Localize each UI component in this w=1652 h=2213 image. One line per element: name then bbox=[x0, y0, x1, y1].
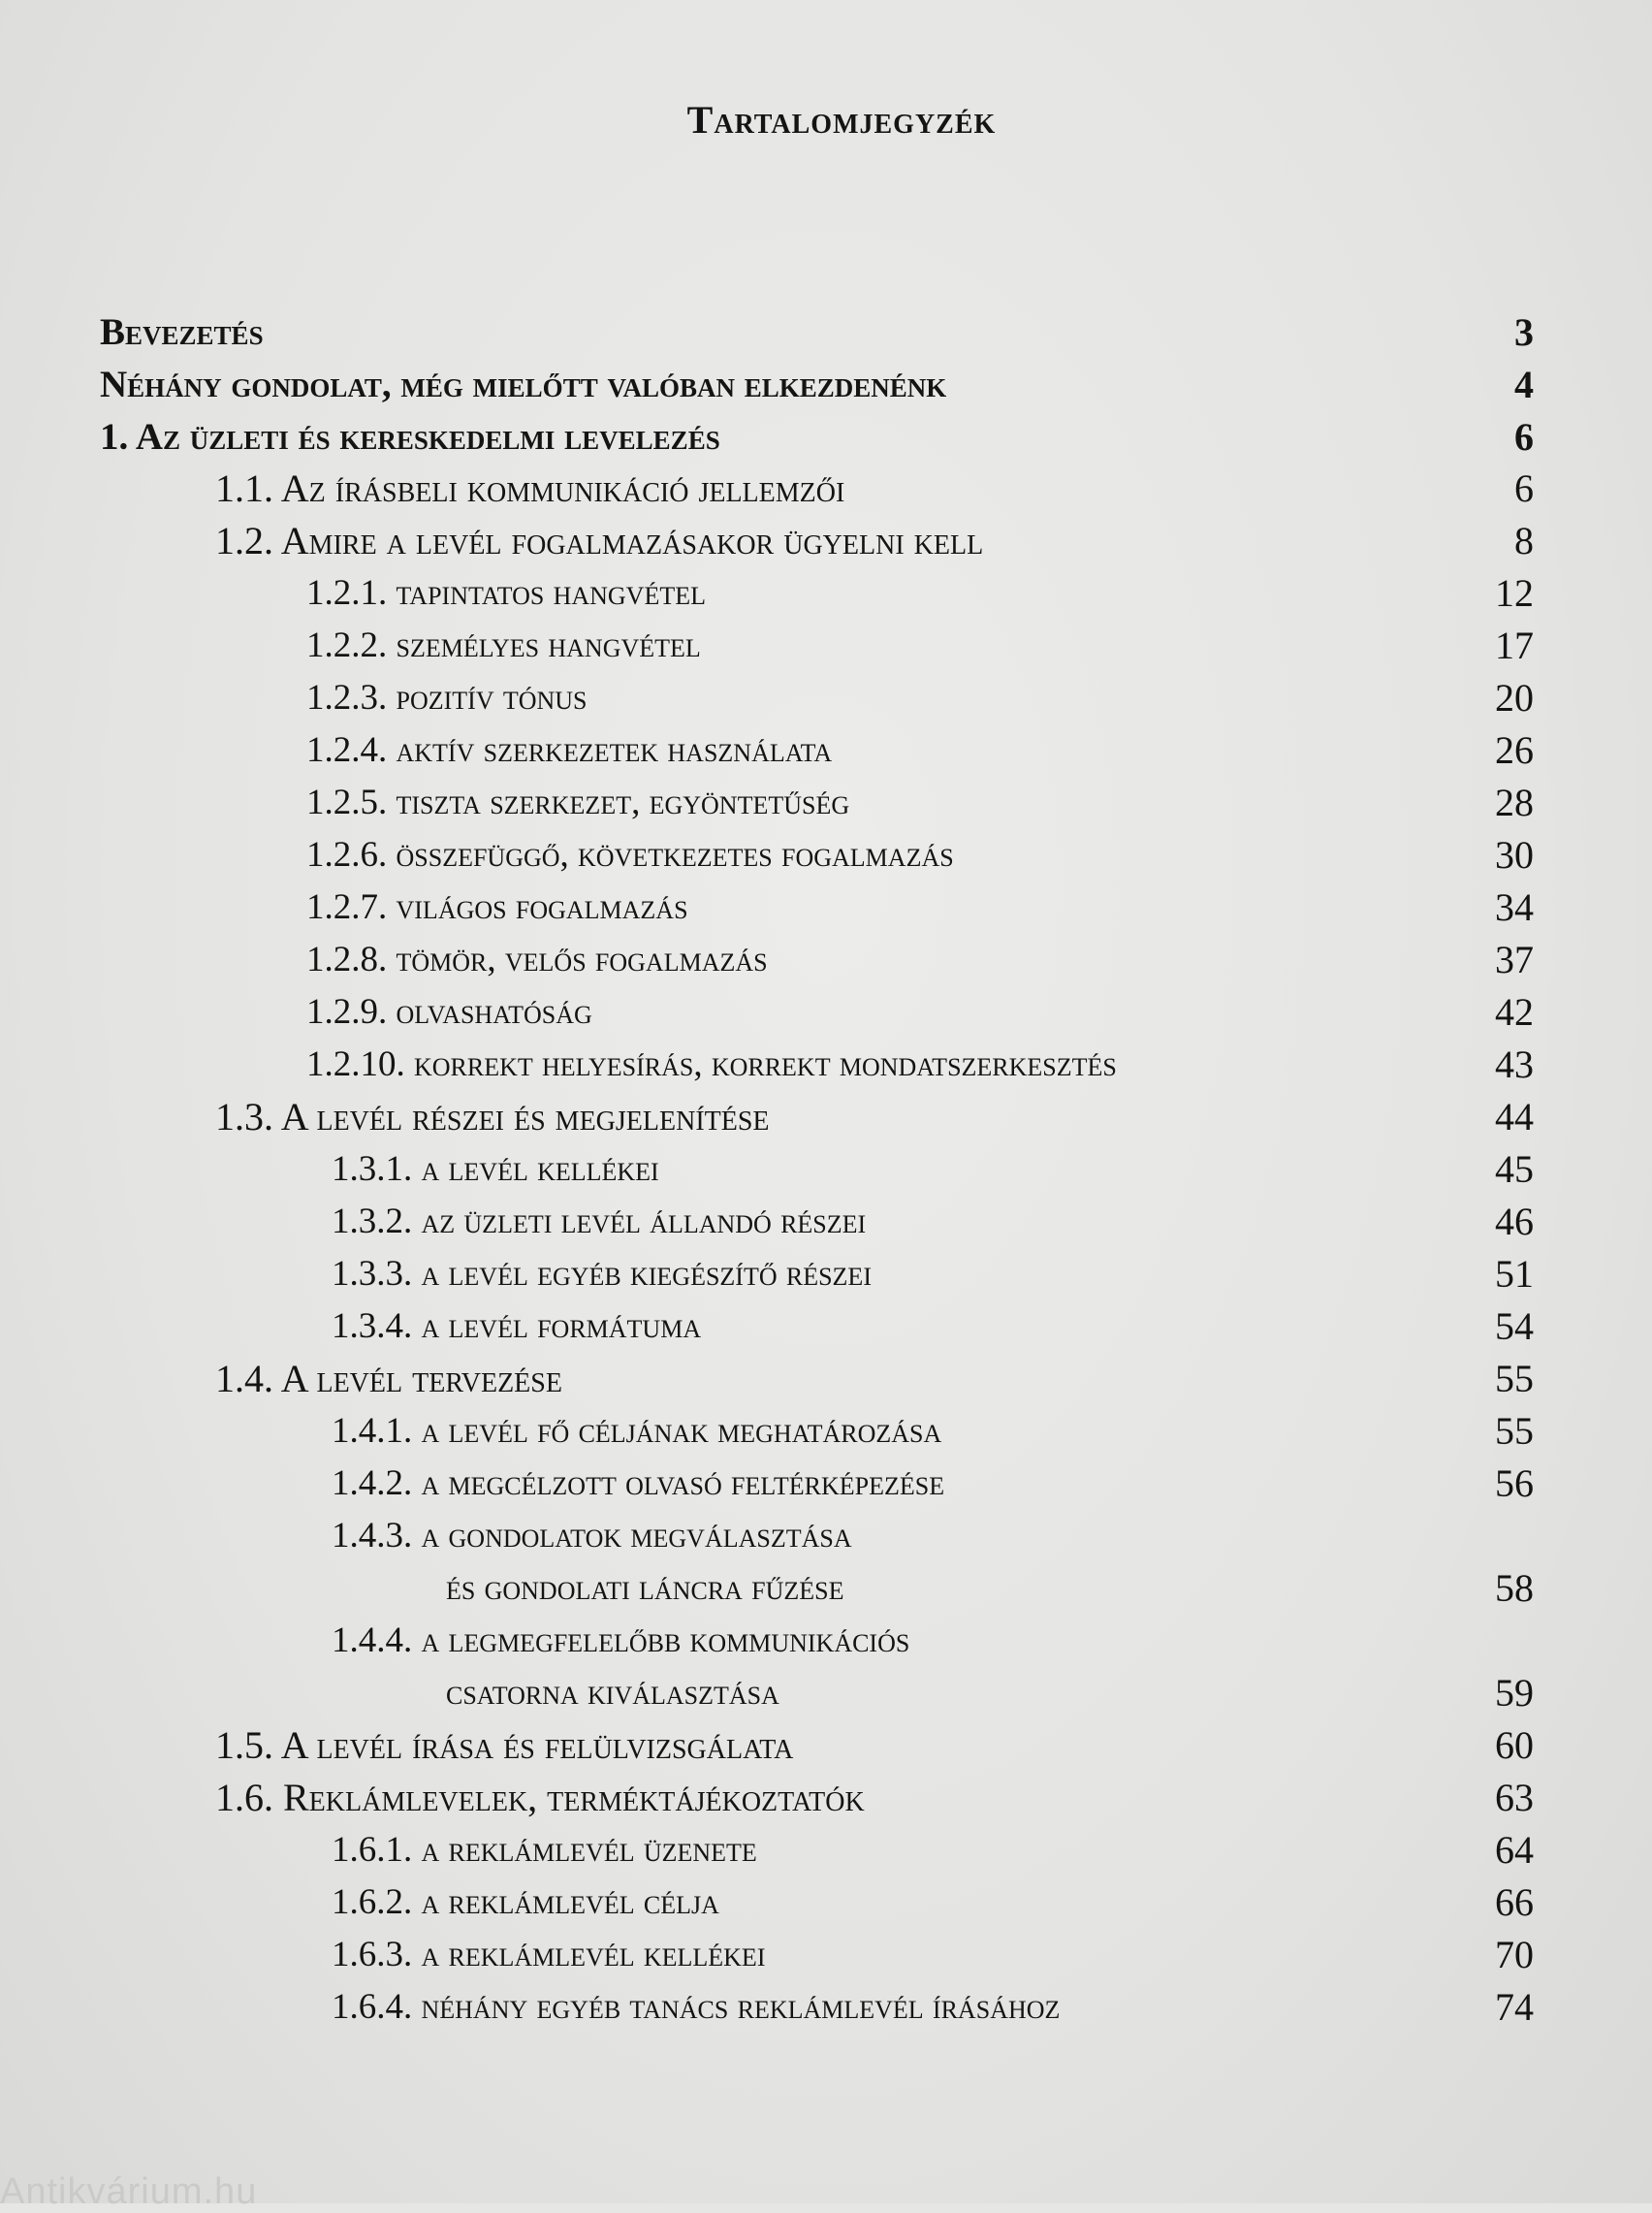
toc-entry-page: 63 bbox=[1495, 1776, 1534, 1819]
toc-entry-label: 1.1. Az írásbeli kommunikáció jellemzői bbox=[215, 466, 845, 510]
toc-entry bbox=[0, 1405, 1652, 1458]
toc-entry-page: 54 bbox=[1495, 1304, 1534, 1348]
toc-entry bbox=[0, 1667, 1652, 1719]
toc-entry bbox=[0, 672, 1652, 724]
toc-entry bbox=[0, 1248, 1652, 1300]
toc-entry-page: 26 bbox=[1495, 728, 1534, 772]
toc-entry-label: 1.6. Reklámlevelek, terméktájékoztatók bbox=[215, 1776, 865, 1819]
toc-entry-page: 45 bbox=[1495, 1147, 1534, 1191]
toc-entry-label: 1.6.2. a reklámlevél célja bbox=[332, 1882, 719, 1922]
toc-entry-page: 12 bbox=[1495, 571, 1534, 615]
toc-entry-page: 56 bbox=[1495, 1461, 1534, 1505]
toc-entry bbox=[0, 724, 1652, 777]
toc-entry-page: 43 bbox=[1495, 1042, 1534, 1086]
toc-entry-label: 1.4.3. a gondolatok megválasztása bbox=[332, 1516, 852, 1556]
toc-entry-label: és gondolati láncra fűzése bbox=[446, 1568, 844, 1608]
toc-entry-label: 1.2.2. személyes hangvétel bbox=[306, 625, 701, 665]
toc-entry-page: 58 bbox=[1495, 1566, 1534, 1610]
toc-entry-label: 1.2.8. tömör, velős fogalmazás bbox=[306, 940, 768, 979]
toc-entry-label: 1.2.3. pozitív tónus bbox=[306, 678, 588, 718]
toc-entry-page: 55 bbox=[1495, 1357, 1534, 1400]
toc-entry-page: 70 bbox=[1495, 1933, 1534, 1976]
toc-entry-label: 1.3. A levél részei és megjelenítése bbox=[215, 1095, 770, 1139]
toc-entry-page: 3 bbox=[1514, 310, 1534, 354]
toc-entry bbox=[0, 1353, 1652, 1405]
toc-entry-label: 1.4.1. a levél fő céljának meghatározása bbox=[332, 1411, 942, 1451]
toc-entry bbox=[0, 829, 1652, 882]
toc-entry-label: 1.2.6. összefüggő, következetes fogalmazás bbox=[306, 835, 954, 875]
toc-entry bbox=[0, 1510, 1652, 1562]
toc-entry bbox=[0, 1196, 1652, 1248]
toc-entry-label: 1.2.5. tiszta szerkezet, egyöntetűség bbox=[306, 783, 850, 822]
toc-entry-page: 6 bbox=[1514, 415, 1534, 459]
toc-entry-page: 60 bbox=[1495, 1723, 1534, 1767]
toc-entry-label: 1.5. A levél írása és felülvizsgálata bbox=[215, 1723, 794, 1767]
toc-entry bbox=[0, 1300, 1652, 1353]
toc-entry-label: 1.2.1. tapintatos hangvétel bbox=[306, 573, 706, 613]
toc-entry bbox=[0, 1719, 1652, 1772]
toc-title: Tartalomjegyzék bbox=[686, 98, 997, 142]
toc-entry-label: csatorna kiválasztása bbox=[446, 1673, 779, 1713]
toc-entry-page: 46 bbox=[1495, 1200, 1534, 1243]
toc-entry bbox=[0, 620, 1652, 672]
toc-entry-label: 1.2.10. korrekt helyesírás, korrekt mondatszerkesztés bbox=[306, 1044, 1117, 1084]
toc-entry bbox=[0, 1143, 1652, 1196]
toc-entry-page: 74 bbox=[1495, 1985, 1534, 2029]
toc-entry-label: Néhány gondolat, még mielőtt valóban elkezdenénk bbox=[100, 364, 947, 405]
toc-entry-page: 51 bbox=[1495, 1252, 1534, 1296]
toc-entry-page: 64 bbox=[1495, 1828, 1534, 1872]
toc-entry-label: 1.3.1. a levél kellékei bbox=[332, 1149, 659, 1189]
toc-entry-page: 66 bbox=[1495, 1880, 1534, 1924]
toc-entry-label: 1.6.4. néhány egyéb tanács reklámlevél írásához bbox=[332, 1987, 1061, 2027]
toc-entry bbox=[0, 1824, 1652, 1876]
toc-entry-page: 37 bbox=[1495, 938, 1534, 981]
toc-entry-page: 6 bbox=[1514, 466, 1534, 510]
toc-entry bbox=[0, 306, 1652, 359]
toc-entry-page: 42 bbox=[1495, 990, 1534, 1034]
toc-entry bbox=[0, 1981, 1652, 2034]
toc-entry-page: 55 bbox=[1495, 1409, 1534, 1453]
toc-entry-page: 34 bbox=[1495, 885, 1534, 929]
toc-entry bbox=[0, 1615, 1652, 1667]
toc-entry-label: 1.2.4. aktív szerkezetek használata bbox=[306, 730, 833, 770]
toc-entry-label: 1.4.4. a legmegfelelőbb kommunikációs bbox=[332, 1620, 910, 1660]
toc-entry-label: 1.2.9. olvashatóság bbox=[306, 992, 592, 1032]
toc-entry-label: 1. Az üzleti és kereskedelmi levelezés bbox=[100, 416, 720, 458]
toc-entry bbox=[0, 1562, 1652, 1615]
toc-entry bbox=[0, 411, 1652, 464]
toc-entry bbox=[0, 934, 1652, 986]
toc-entry bbox=[0, 1772, 1652, 1824]
toc-entry bbox=[0, 1091, 1652, 1143]
toc-entry-label: 1.4. A levél tervezése bbox=[215, 1357, 562, 1400]
toc-entry-label: 1.3.4. a levél formátuma bbox=[332, 1306, 702, 1346]
toc-entry-label: 1.6.1. a reklámlevél üzenete bbox=[332, 1830, 757, 1870]
toc-entry bbox=[0, 777, 1652, 829]
toc-entry bbox=[0, 882, 1652, 934]
toc-entry bbox=[0, 567, 1652, 620]
toc-entry-label: 1.6.3. a reklámlevél kellékei bbox=[332, 1935, 766, 1974]
toc-entry-label: 1.3.3. a levél egyéb kiegészítő részei bbox=[332, 1254, 872, 1294]
toc-entry bbox=[0, 1929, 1652, 1981]
toc-entry-page: 8 bbox=[1514, 519, 1534, 562]
toc-entry-page: 30 bbox=[1495, 833, 1534, 877]
toc-entry-label: 1.2.7. világos fogalmazás bbox=[306, 887, 688, 927]
toc-entry-page: 4 bbox=[1514, 363, 1534, 406]
toc-entry bbox=[0, 463, 1652, 515]
toc-entry-label: 1.2. Amire a levél fogalmazásakor ügyelni kell bbox=[215, 519, 984, 562]
toc-entry bbox=[0, 1039, 1652, 1091]
toc-entry bbox=[0, 515, 1652, 567]
toc-entry-page: 20 bbox=[1495, 676, 1534, 720]
toc-entry bbox=[0, 359, 1652, 411]
toc-entry-label: Bevezetés bbox=[100, 311, 264, 353]
toc-entry-page: 59 bbox=[1495, 1671, 1534, 1715]
toc-entry-label: 1.4.2. a megcélzott olvasó feltérképezése bbox=[332, 1463, 945, 1503]
toc-entry bbox=[0, 1458, 1652, 1510]
toc-entry bbox=[0, 1876, 1652, 1929]
watermark-text: Antikvárium.hu bbox=[0, 2171, 258, 2212]
toc-entry-page: 28 bbox=[1495, 781, 1534, 824]
toc-entry-page: 44 bbox=[1495, 1095, 1534, 1139]
toc-entry-label: 1.3.2. az üzleti levél állandó részei bbox=[332, 1202, 867, 1241]
toc-entry bbox=[0, 986, 1652, 1039]
toc-entry-page: 17 bbox=[1495, 624, 1534, 667]
